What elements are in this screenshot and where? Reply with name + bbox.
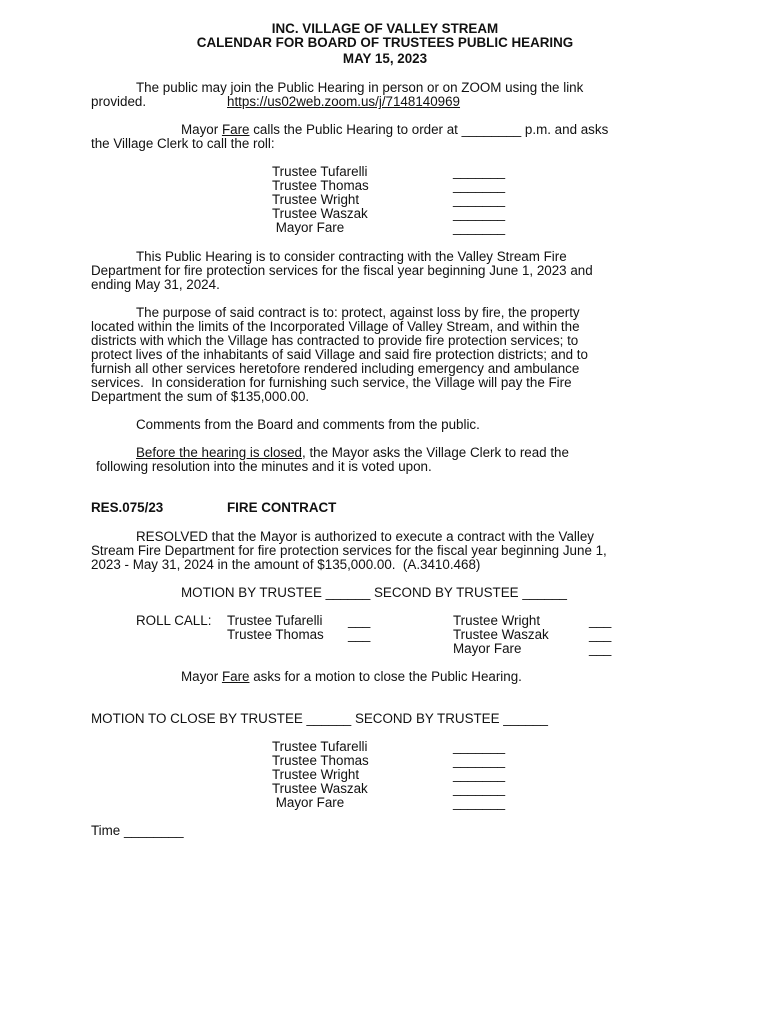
header-date: MAY 15, 2023 xyxy=(342,51,428,66)
before-close-line-2: following resolution into the minutes and it is voted upon. xyxy=(96,459,432,474)
roll1-blank: _______ xyxy=(453,220,506,235)
roll1-name: Trustee Tufarelli xyxy=(272,164,368,179)
header-calendar: CALENDAR FOR BOARD OF TRUSTEES PUBLIC HEARING xyxy=(196,35,574,50)
roll1-blank: _______ xyxy=(453,206,506,221)
intro-line-2: provided. xyxy=(91,94,147,109)
purpose-line: services. In consideration for furnishing such service, the Village will pay the Fire xyxy=(91,375,572,390)
before-close-underlined: Before the hearing is closed xyxy=(136,445,302,460)
motion-line: MOTION BY TRUSTEE ______ SECOND BY TRUSTEE ______ xyxy=(181,585,568,600)
rollcall-right-name: Mayor Fare xyxy=(453,641,522,656)
rollcall-right-name: Trustee Waszak xyxy=(453,627,549,642)
roll2-blank: _______ xyxy=(453,767,506,782)
close-motion-line: MOTION TO CLOSE BY TRUSTEE ______ SECOND BY TRUSTEE ______ xyxy=(91,711,548,726)
resolution-line: Stream Fire Department for fire protection services for the fiscal year beginning June 1, xyxy=(91,543,607,558)
rollcall-right-blank: ___ xyxy=(589,613,612,628)
roll2-blank: _______ xyxy=(453,753,506,768)
comments-text: Comments from the Board and comments from the public. xyxy=(136,417,480,432)
purpose-line: protect lives of the inhabitants of said Village and said fire protection districts; and to xyxy=(91,347,588,362)
rollcall-right-blank: ___ xyxy=(589,627,612,642)
purpose-intro-line-1: This Public Hearing is to consider contracting with the Valley Stream Fire xyxy=(136,249,567,264)
before-close-rest: , the Mayor asks the Village Clerk to read the xyxy=(302,445,569,460)
roll2-blank: _______ xyxy=(453,739,506,754)
rollcall-left-blank: ___ xyxy=(348,627,371,642)
roll2-name: Trustee Tufarelli xyxy=(272,739,368,754)
rollcall-right-name: Trustee Wright xyxy=(453,613,541,628)
roll2-name: Trustee Wright xyxy=(272,767,360,782)
mayor-label: Mayor xyxy=(181,669,222,684)
purpose-intro-line-3: ending May 31, 2024. xyxy=(91,277,220,292)
rollcall-left-blank: ___ xyxy=(348,613,371,628)
rollcall-right-blank: ___ xyxy=(589,641,612,656)
close-motion-request xyxy=(181,670,522,684)
header-village: INC. VILLAGE OF VALLEY STREAM xyxy=(271,21,499,36)
rollcall-left-name: Trustee Thomas xyxy=(227,627,324,642)
roll2-name: Trustee Thomas xyxy=(272,753,369,768)
call-to-order-line-2: the Village Clerk to call the roll: xyxy=(91,136,275,151)
intro-line-1: The public may join the Public Hearing in person or on ZOOM using the link xyxy=(136,80,584,95)
roll1-blank: _______ xyxy=(453,192,506,207)
rollcall-left-name: Trustee Tufarelli xyxy=(227,613,323,628)
time-field: Time ________ xyxy=(91,823,184,838)
roll1-name: Trustee Waszak xyxy=(272,206,368,221)
resolution-number: RES.075/23 xyxy=(91,500,164,515)
purpose-line: Department the sum of $135,000.00. xyxy=(91,389,310,404)
roll2-blank: _______ xyxy=(453,781,506,796)
roll1-name: Trustee Wright xyxy=(272,192,360,207)
roll1-blank: _______ xyxy=(453,164,506,179)
resolution-title: FIRE CONTRACT xyxy=(227,500,337,515)
mayor-name: Fare xyxy=(221,669,250,684)
roll1-name: Mayor Fare xyxy=(272,220,345,235)
roll2-name: Trustee Waszak xyxy=(272,781,368,796)
purpose-intro-line-2: Department for fire protection services for the fiscal year beginning June 1, 2023 and xyxy=(91,263,593,278)
mayor-name: Fare xyxy=(221,122,250,137)
purpose-line: located within the limits of the Incorporated Village of Valley Stream, and within the xyxy=(91,319,580,334)
purpose-line: districts with which the Village has contracted to provide fire protection services; to xyxy=(91,333,579,348)
close-motion-rest: asks for a motion to close the Public Hearing. xyxy=(249,669,522,684)
resolution-line: RESOLVED that the Mayor is authorized to execute a contract with the Valley xyxy=(136,529,594,544)
roll2-name: Mayor Fare xyxy=(272,795,345,810)
roll2-blank: _______ xyxy=(453,795,506,810)
roll1-name: Trustee Thomas xyxy=(272,178,369,193)
resolution-line: 2023 - May 31, 2024 in the amount of $135,000.00. (A.3410.468) xyxy=(91,557,481,572)
purpose-line: furnish all other services heretofore rendered including emergency and ambulance xyxy=(91,361,580,376)
purpose-line: The purpose of said contract is to: protect, against loss by fire, the property xyxy=(136,305,580,320)
before-close-line-1 xyxy=(136,446,569,460)
zoom-link[interactable]: https://us02web.zoom.us/j/7148140969 xyxy=(227,94,461,109)
roll1-blank: _______ xyxy=(453,178,506,193)
call-to-order-rest: calls the Public Hearing to order at ________ p.m. and asks xyxy=(249,122,609,137)
roll-call-label: ROLL CALL: xyxy=(136,613,212,628)
mayor-label: Mayor xyxy=(181,122,222,137)
call-to-order-line-1 xyxy=(181,123,608,137)
